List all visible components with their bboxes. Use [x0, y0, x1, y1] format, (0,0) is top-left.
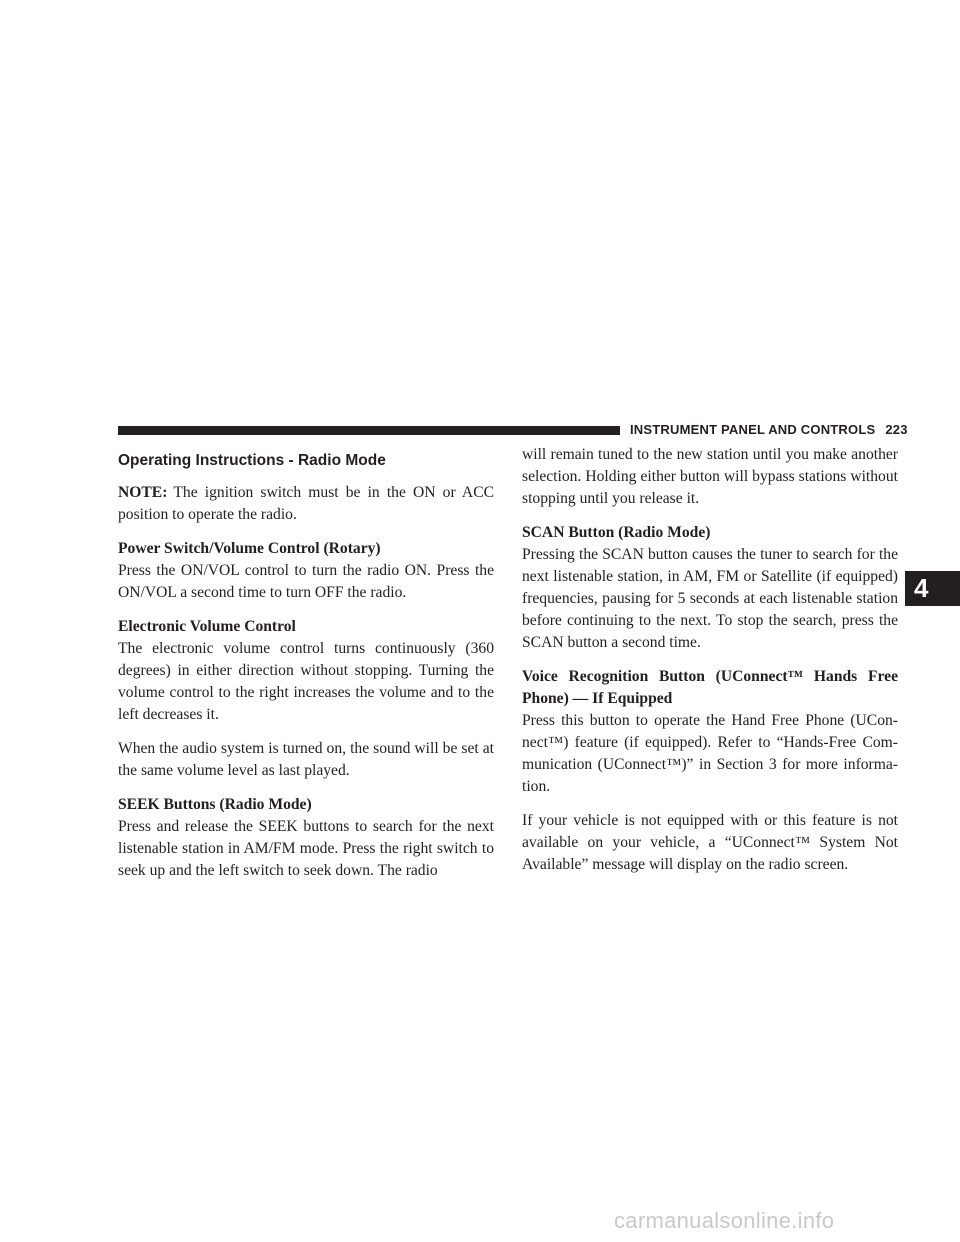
- voice-heading: Voice Recognition Button (UConnect™ Hands Free Phone) — If Equipped: [522, 668, 898, 707]
- running-header: [630, 422, 908, 438]
- page-number: 223: [885, 422, 908, 437]
- scan-text: Pressing the SCAN button causes the tuner to search for the next listenable station, in AM, FM or Satellite (if equipped) frequencies, pausing for 5 seconds at each listenable station before continuing to the next. To stop the search, press the SCAN button a second time.: [522, 546, 898, 651]
- volume-paragraph: [118, 616, 494, 726]
- scan-heading: SCAN Button (Radio Mode): [522, 524, 711, 541]
- section-title: Operating Instructions - Radio Mode: [118, 452, 386, 469]
- power-heading: Power Switch/Volume Control (Rotary): [118, 540, 381, 557]
- note-paragraph: [118, 482, 494, 526]
- left-column: [118, 450, 494, 894]
- voice-paragraph: [522, 666, 898, 798]
- watermark: carmanualsonline.info: [614, 1208, 835, 1233]
- volume-text: The electronic volume control turns continuously (360 degrees) in either direction without stopping. Turning the volume control to the right increases the volume and to the left decreases it.: [118, 640, 494, 723]
- power-text: Press the ON/VOL control to turn the radio ON. Press the ON/VOL a second time to turn OFF the radio.: [118, 562, 494, 601]
- seek-continued-paragraph: will remain tuned to the new station until you make another selection. Holding either button will bypass stations without stopping until you release it.: [522, 446, 898, 507]
- audio-paragraph: When the audio system is turned on, the sound will be set at the same volume level as last played.: [118, 740, 494, 779]
- seek-paragraph: [118, 794, 494, 882]
- running-title: INSTRUMENT PANEL AND CONTROLS: [630, 422, 876, 437]
- header-rule: [118, 426, 620, 435]
- seek-heading: SEEK Buttons (Radio Mode): [118, 796, 312, 813]
- seek-text: Press and release the SEEK buttons to search for the next listenable station in AM/FM mode. Press the right switch to seek up and the left switch to seek down. The radio: [118, 818, 494, 879]
- note-text: The ignition switch must be in the ON or ACC position to operate the radio.: [118, 484, 494, 523]
- power-paragraph: [118, 538, 494, 604]
- note-label: NOTE:: [118, 484, 168, 501]
- scan-paragraph: [522, 522, 898, 654]
- unavailable-paragraph: If your vehicle is not equipped with or this feature is not available on your vehicle, a “UConnect™ System Not Available” message will display on the radio screen.: [522, 812, 898, 873]
- right-column: [522, 444, 898, 888]
- chapter-tab: 4: [905, 571, 960, 606]
- voice-text: Press this button to operate the Hand Free Phone (UCon-nect™) feature (if equipped). Refer to “Hands-Free Com-munication (UConnect™)” in Section 3 for more informa-tion.: [522, 712, 898, 795]
- volume-heading: Electronic Volume Control: [118, 618, 296, 635]
